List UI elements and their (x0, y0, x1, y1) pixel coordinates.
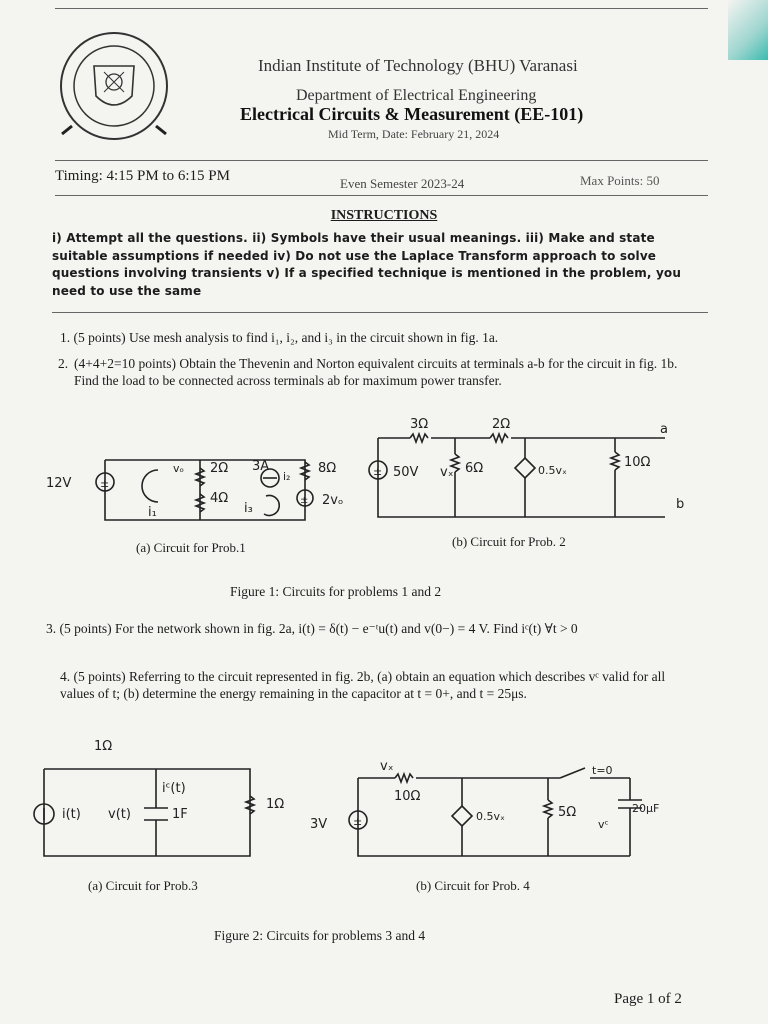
institute-seal-logo (58, 30, 170, 142)
instructions-heading: INSTRUCTIONS (330, 208, 438, 223)
question-2: (4+4+2=10 points) Obtain the Thevenin and Norton equivalent circuits at terminals a-b for the circuit in fig. 1b. Find the load to be connected across terminals ab for maximum power transfer. (74, 356, 678, 388)
caption-fig1a: (a) Circuit for Prob.1 (136, 540, 246, 555)
label: 3A (252, 459, 270, 474)
header-rule (55, 160, 708, 161)
label: 5Ω (558, 805, 577, 820)
figure-1-title: Figure 1: Circuits for problems 1 and 2 (230, 584, 442, 599)
label: iᶜ(t) (162, 781, 186, 796)
institute-name: Indian Institute of Technology (BHU) Varanasi (258, 56, 578, 75)
svg-text:±: ± (353, 815, 363, 828)
question-4 (60, 668, 686, 702)
page-corner-decoration (728, 0, 768, 60)
question-number: 2. (58, 356, 69, 371)
label: 2Ω (492, 417, 511, 432)
semester-label: Even Semester 2023-24 (340, 176, 465, 191)
exam-date: Mid Term, Date: February 21, 2024 (328, 127, 500, 141)
department-name: Department of Electrical Engineering (296, 87, 537, 104)
label: b (676, 497, 685, 512)
figure-2-title: Figure 2: Circuits for problems 3 and 4 (214, 928, 426, 943)
label: 8Ω (318, 461, 337, 476)
label: 2vₒ (322, 493, 344, 508)
label: i₃ (244, 501, 253, 516)
label: vᶜ (598, 818, 609, 831)
svg-text:±: ± (300, 495, 309, 506)
caption-fig2a: (a) Circuit for Prob.3 (88, 878, 198, 893)
circuit-prob4 (300, 756, 700, 866)
circuit-prob1 (40, 440, 370, 540)
label: 10Ω (394, 789, 421, 804)
label: i(t) (62, 807, 81, 822)
top-rule (55, 8, 708, 9)
label: vₓ (380, 759, 394, 774)
circuit-prob2 (360, 412, 700, 522)
instructions-text: i) Attempt all the questions. ii) Symbols have their usual meanings. iii) Make and state suitable assumptions if needed iv) Do not use the Laplace Transform approach to solve questions involving transients v) If a specified technique is mentioned in the problem, you need to use the same (52, 231, 682, 298)
question-1 (60, 329, 720, 346)
label: i₁ (148, 505, 157, 520)
label: i₂ (283, 470, 291, 483)
label: 4Ω (210, 491, 229, 506)
label: vₓ (440, 465, 454, 480)
caption-fig1b: (b) Circuit for Prob. 2 (452, 534, 566, 549)
instructions-rule (52, 312, 708, 313)
label: t=0 (592, 764, 613, 777)
label: vₒ (173, 462, 185, 475)
label: a (660, 422, 668, 437)
caption-fig2b: (b) Circuit for Prob. 4 (416, 878, 530, 893)
page-number: Page 1 of 2 (614, 991, 682, 1007)
question-number: 1. (60, 330, 71, 345)
circuit-prob3 (40, 736, 300, 866)
svg-text:±: ± (373, 465, 383, 478)
question-number: 3. (46, 621, 57, 636)
question-number: 4. (60, 669, 71, 684)
label: 1F (172, 807, 188, 822)
header-bottom-rule (55, 195, 708, 196)
label: v(t) (108, 807, 131, 822)
label: 10Ω (624, 455, 651, 470)
question-text: (5 points) For the network shown in fig. 2a, i(t) = δ(t) − e⁻ᵗu(t) and v(0−) = 4 V. Find iᶜ(t) ∀t > 0 (59, 621, 578, 636)
exam-timing: Timing: 4:15 PM to 6:15 PM (55, 168, 230, 184)
label: 3Ω (410, 417, 429, 432)
question-3 (46, 620, 686, 637)
svg-text:±: ± (100, 477, 110, 490)
label: 0.5vₓ (476, 810, 505, 823)
label: 20μF (632, 802, 660, 815)
course-title: Electrical Circuits & Measurement (EE-101) (240, 104, 584, 124)
label: 12V (46, 476, 72, 491)
label: 1Ω (266, 797, 285, 812)
label: 6Ω (465, 461, 484, 476)
label: 3V (310, 817, 328, 832)
question-text: (5 points) Use mesh analysis to find i₁, i₂, and i₃ in the circuit shown in fig. 1a. (73, 330, 499, 345)
label: 1Ω (94, 739, 113, 754)
question-text: (5 points) Referring to the circuit represented in fig. 2b, (a) obtain an equation which describes vᶜ valid for all values of t; (b) determine the energy remaining in the capacitor at t = 0+, and t = 25μs. (60, 669, 666, 701)
label: 50V (393, 465, 419, 480)
label: 2Ω (210, 461, 229, 476)
label: 0.5vₓ (538, 464, 567, 477)
max-points: Max Points: 50 (580, 173, 660, 188)
